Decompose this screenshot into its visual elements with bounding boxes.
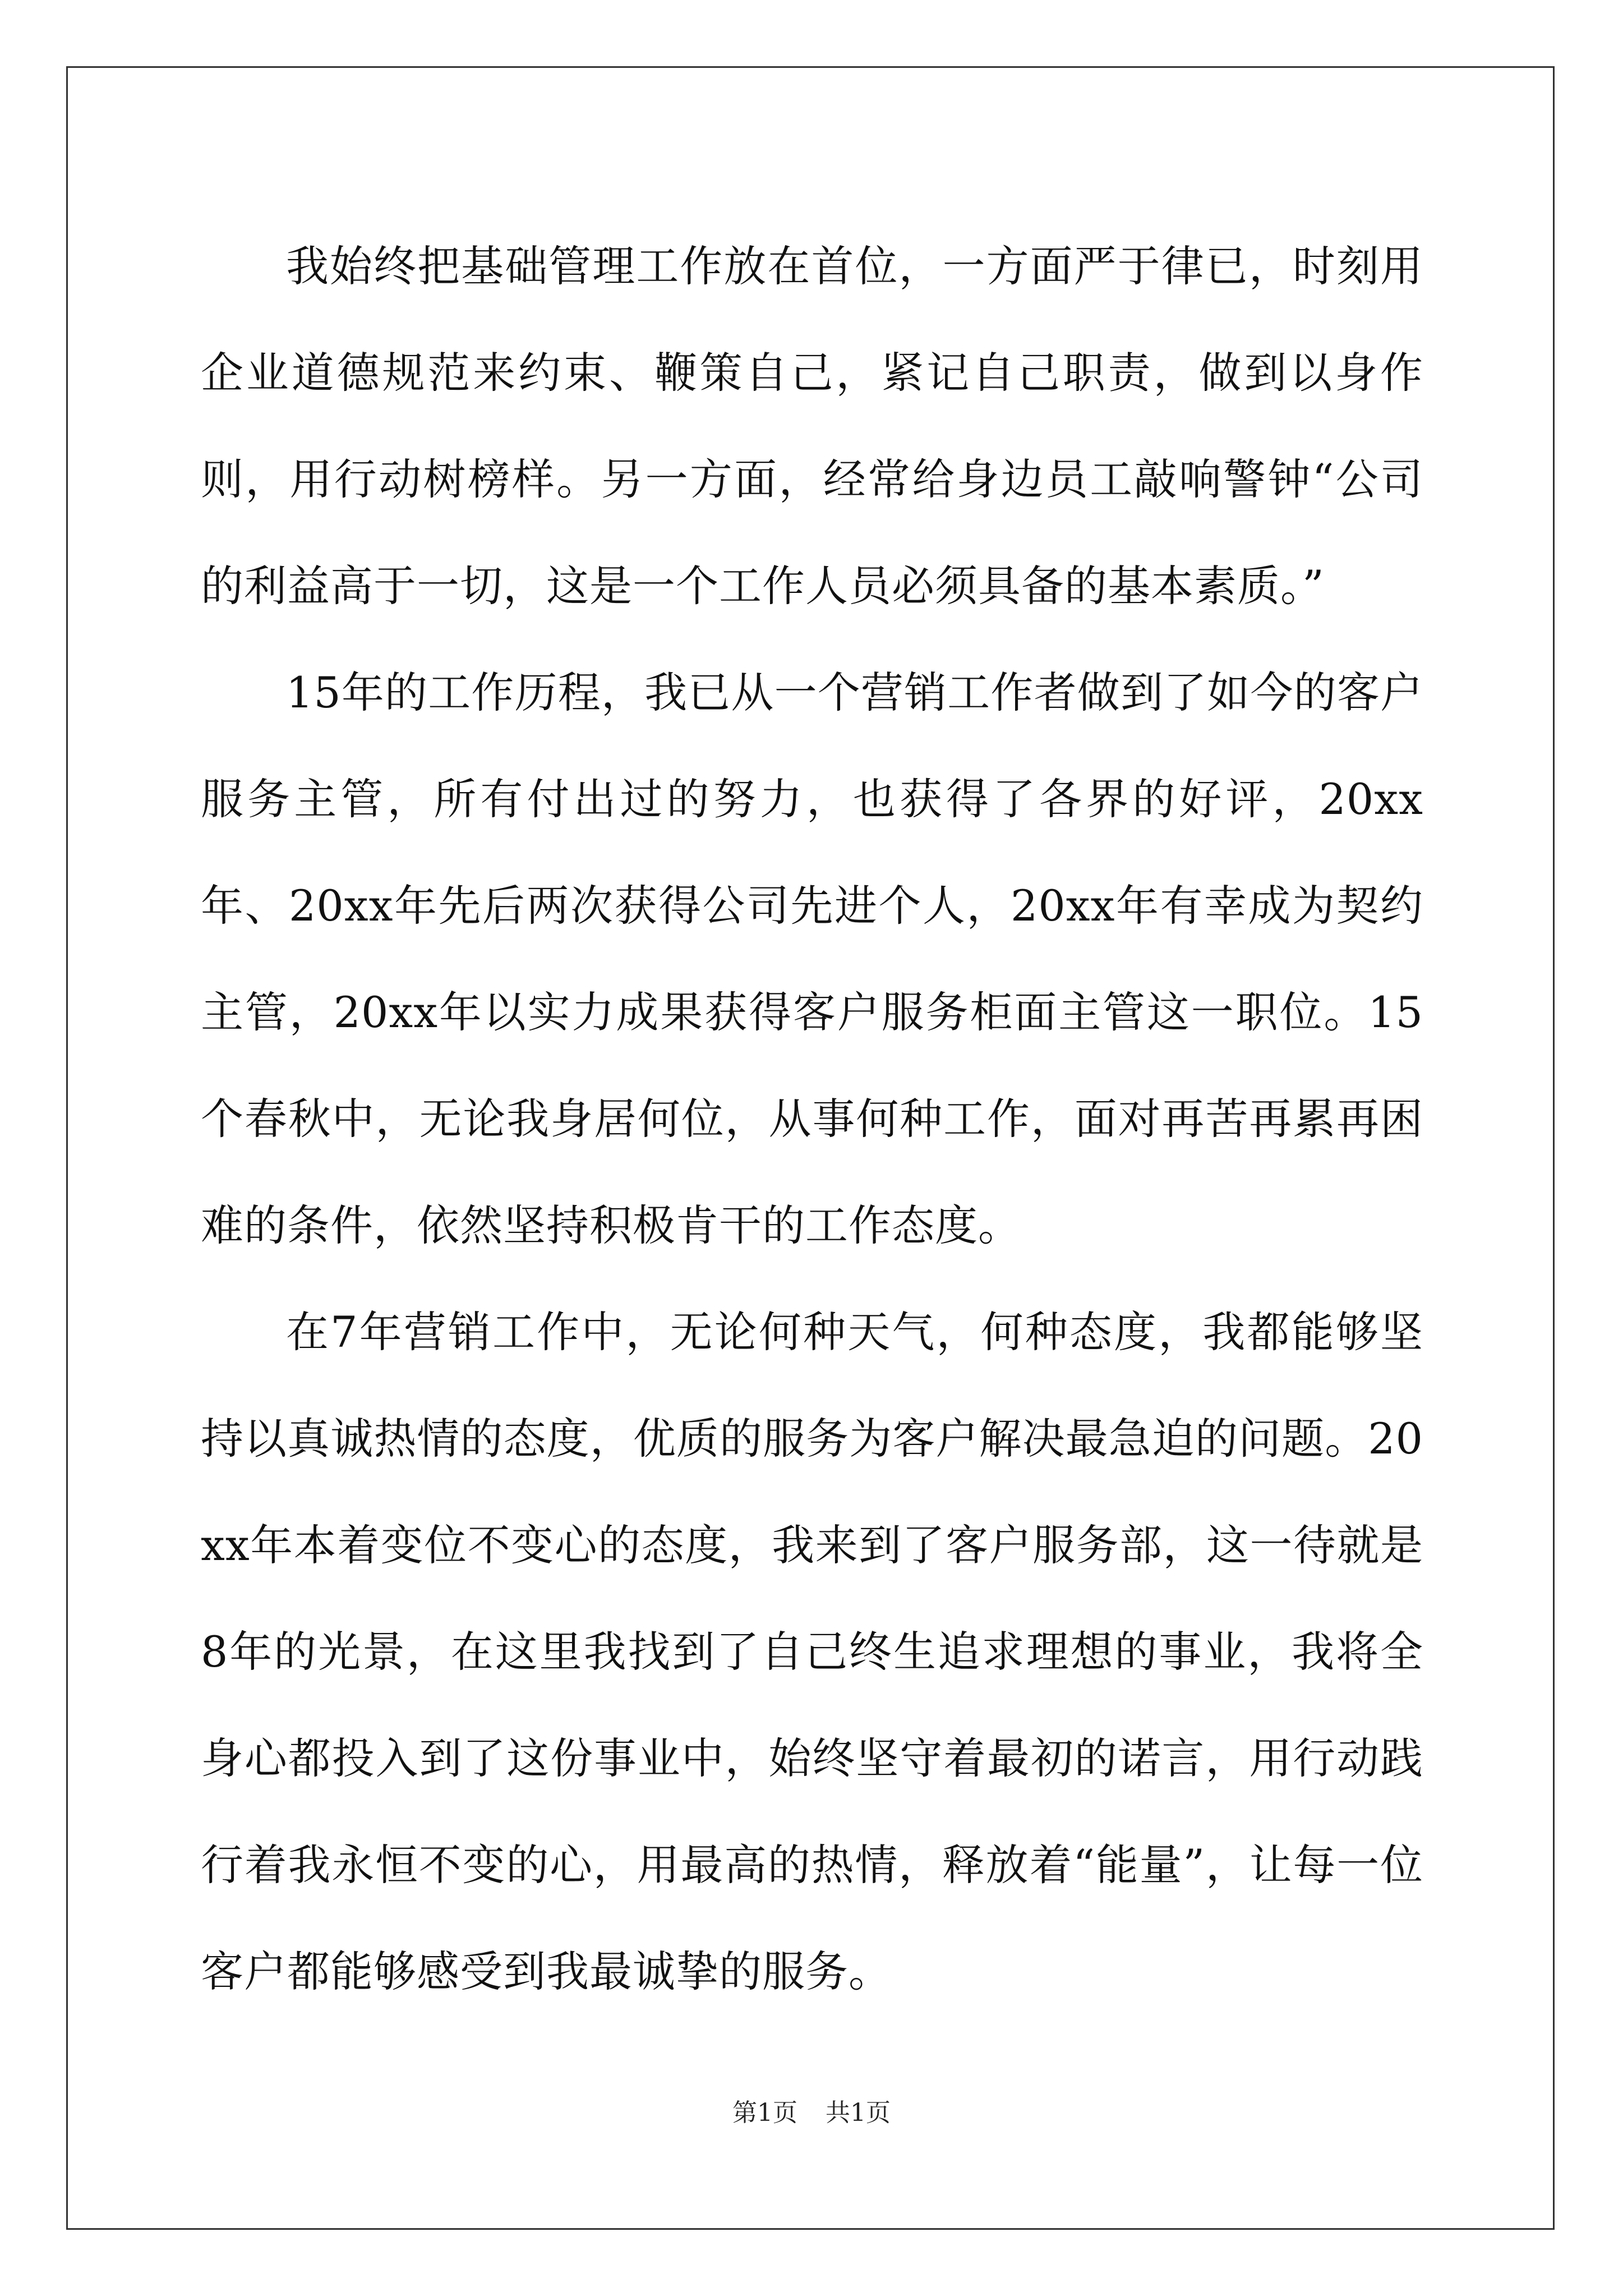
page-number: 第1页: [732, 2099, 797, 2127]
paragraph-2: 15年的工作历程，我已从一个营销工作者做到了如今的客户服务主管，所有付出过的努力，也获得了各界的好评，20xx年、20xx年先后两次获得公司先进个人，20xx年有幸成为契约主管，20xx年以实力成果获得客户服务柜面主管这一职位。15个春秋中，无论我身居何位，从事何种工作，面对再苦再累再困难的条件，依然坚持积极肯干的工作态度。: [201, 668, 1423, 1250]
document-body: [201, 213, 1423, 2025]
paragraph-1: 我始终把基础管理工作放在首位，一方面严于律已，时刻用企业道德规范来约束、鞭策自己，紧记自己职责，做到以身作则，用行动树榜样。另一方面，经常给身边员工敲响警钟“公司的利益高于一切，这是一个工作人员必须具备的基本素质。”: [201, 241, 1423, 611]
paragraph-3: 在7年营销工作中，无论何种天气，何种态度，我都能够坚持以真诚热情的态度，优质的服务为客户解决最急迫的问题。20xx年本着变位不变心的态度，我来到了客户服务部，这一待就是8年的光景，在这里我找到了自己终生追求理想的事业，我将全身心都投入到了这份事业中，始终坚守着最初的诺言，用行动践行着我永恒不变的心，用最高的热情，释放着“能量”，让每一位客户都能够感受到我最诚挚的服务。: [201, 1307, 1423, 1996]
page-total: 共1页: [826, 2099, 891, 2127]
page-footer: [0, 2092, 1623, 2128]
